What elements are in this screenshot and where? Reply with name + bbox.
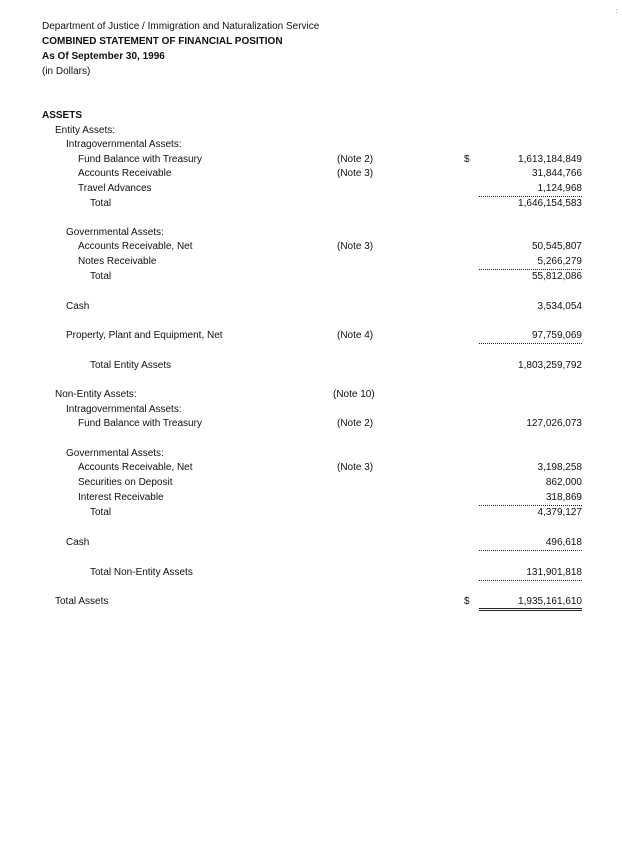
- underline: [479, 269, 582, 270]
- underline: [479, 580, 582, 581]
- total-assets-label: Total Assets: [55, 596, 109, 607]
- entity-intragov-total-amount: 1,646,154,583: [518, 198, 582, 209]
- travel-advances-label: Travel Advances: [78, 183, 152, 194]
- statement-date: As Of September 30, 1996: [42, 51, 165, 62]
- entity-accounts-receivable-note: (Note 3): [337, 168, 374, 179]
- entity-fund-balance-amount: 1,613,184,849: [518, 154, 582, 165]
- non-entity-assets-label: Non-Entity Assets:: [55, 389, 137, 400]
- travel-advances-amount: 1,124,968: [537, 183, 582, 194]
- entity-intragov-total-label: Total: [90, 198, 112, 209]
- non-entity-gov-total-label: Total: [90, 507, 112, 518]
- total-assets-amount: 1,935,161,610: [518, 596, 582, 607]
- securities-on-deposit-label: Securities on Deposit: [78, 477, 173, 488]
- non-entity-cash-label: Cash: [66, 537, 90, 548]
- entity-gov-label: Governmental Assets:: [66, 227, 164, 238]
- double-underline: [479, 608, 582, 611]
- total-entity-assets-amount: 1,803,259,792: [518, 360, 582, 371]
- entity-gov-ar-net-label: Accounts Receivable, Net: [78, 241, 193, 252]
- total-entity-assets-label: Total Entity Assets: [90, 360, 172, 371]
- units-line: (in Dollars): [42, 66, 91, 77]
- entity-fund-balance-currency: $: [464, 154, 470, 165]
- interest-receivable-amount: 318,869: [545, 492, 582, 503]
- non-entity-fund-balance-note: (Note 2): [337, 418, 374, 429]
- non-entity-fund-balance-amount: 127,026,073: [526, 418, 582, 429]
- margin-mark: :: [616, 8, 618, 15]
- entity-fund-balance-note: (Note 2): [337, 154, 374, 165]
- non-entity-ar-net-note: (Note 3): [337, 462, 374, 473]
- entity-accounts-receivable-amount: 31,844,766: [531, 168, 582, 179]
- non-entity-assets-note: (Note 10): [333, 389, 375, 400]
- entity-gov-total-label: Total: [90, 271, 112, 282]
- non-entity-cash-amount: 496,618: [545, 537, 582, 548]
- notes-receivable-amount: 5,266,279: [537, 256, 582, 267]
- ppe-note: (Note 4): [337, 330, 374, 341]
- underline: [479, 343, 582, 344]
- department-line: Department of Justice / Immigration and Naturalization Service: [42, 21, 320, 32]
- non-entity-intragov-label: Intragovernmental Assets:: [66, 404, 182, 415]
- total-non-entity-assets-amount: 131,901,818: [526, 567, 582, 578]
- non-entity-gov-total-amount: 4,379,127: [537, 507, 582, 518]
- ppe-label: Property, Plant and Equipment, Net: [66, 330, 223, 341]
- ppe-amount: 97,759,069: [531, 330, 582, 341]
- entity-gov-total-amount: 55,812,086: [531, 271, 582, 282]
- total-assets-currency: $: [464, 596, 470, 607]
- non-entity-fund-balance-label: Fund Balance with Treasury: [78, 418, 202, 429]
- underline: [479, 505, 582, 506]
- entity-gov-ar-net-note: (Note 3): [337, 241, 374, 252]
- entity-fund-balance-label: Fund Balance with Treasury: [78, 154, 202, 165]
- non-entity-ar-net-label: Accounts Receivable, Net: [78, 462, 193, 473]
- entity-assets-label: Entity Assets:: [55, 125, 116, 136]
- underline: [479, 196, 582, 197]
- assets-heading: ASSETS: [42, 110, 83, 121]
- entity-intragov-label: Intragovernmental Assets:: [66, 139, 182, 150]
- entity-gov-ar-net-amount: 50,545,807: [531, 241, 582, 252]
- statement-title: COMBINED STATEMENT OF FINANCIAL POSITION: [42, 36, 283, 47]
- entity-cash-label: Cash: [66, 301, 90, 312]
- interest-receivable-label: Interest Receivable: [78, 492, 164, 503]
- underline: [479, 550, 582, 551]
- securities-on-deposit-amount: 862,000: [545, 477, 582, 488]
- entity-accounts-receivable-label: Accounts Receivable: [78, 168, 172, 179]
- non-entity-ar-net-amount: 3,198,258: [537, 462, 582, 473]
- non-entity-gov-label: Governmental Assets:: [66, 448, 164, 459]
- total-non-entity-assets-label: Total Non-Entity Assets: [90, 567, 193, 578]
- entity-cash-amount: 3,534,054: [537, 301, 582, 312]
- notes-receivable-label: Notes Receivable: [78, 256, 157, 267]
